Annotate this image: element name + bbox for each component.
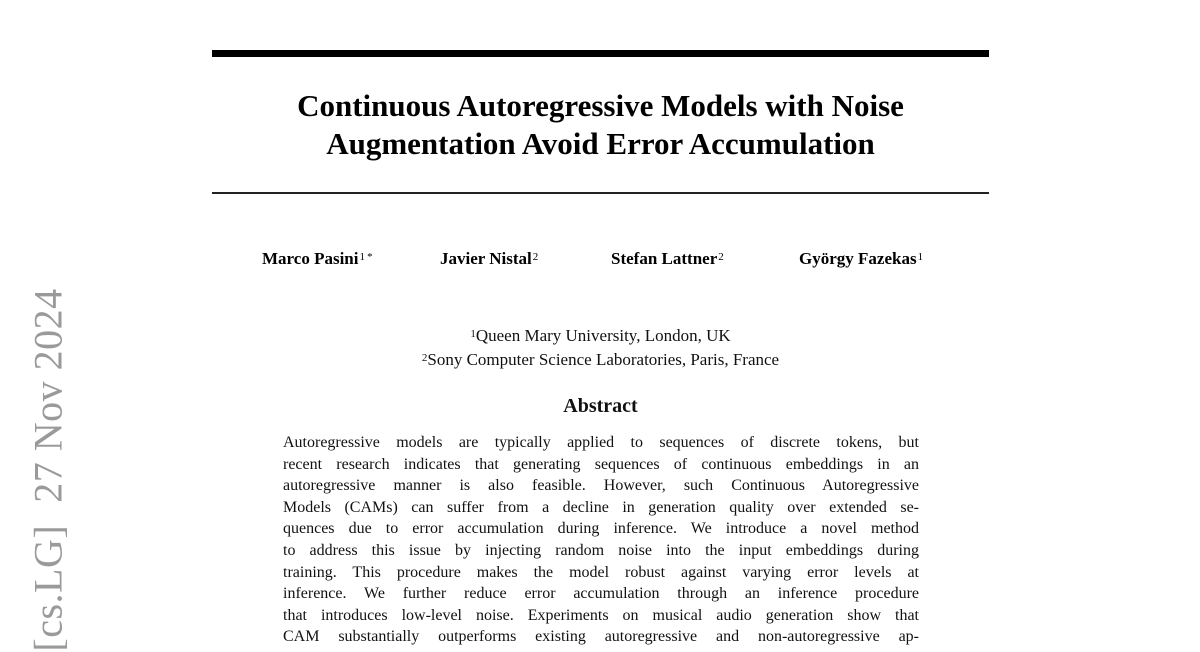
abstract-line: training. This procedure makes the model robust against varying error levels at bbox=[283, 563, 919, 581]
author bbox=[611, 247, 724, 271]
title-bottom-rule bbox=[212, 192, 989, 194]
author bbox=[440, 247, 538, 271]
author-list bbox=[212, 247, 989, 271]
abstract-line: recent research indicates that generating sequences of continuous embeddings in an bbox=[283, 455, 919, 473]
title-line: Augmentation Avoid Error Accumulation bbox=[326, 126, 875, 161]
arxiv-date: 27 Nov 2024 bbox=[25, 288, 71, 503]
arxiv-category: [cs.LG] bbox=[25, 524, 71, 652]
paper-title bbox=[212, 87, 989, 163]
author-name: György Fazekas bbox=[799, 249, 917, 268]
abstract-body bbox=[283, 432, 919, 648]
abstract-line: CAM substantially outperforms existing autoregressive and non-autoregressive ap- bbox=[283, 628, 919, 646]
abstract-line: to address this issue by injecting random noise into the input embeddings during bbox=[283, 541, 919, 559]
author-name: Marco Pasini bbox=[262, 249, 359, 268]
affiliation-list bbox=[212, 324, 989, 372]
abstract-line: quences due to error accumulation during inference. We introduce a novel method bbox=[283, 520, 919, 538]
abstract-line: autoregressive manner is also feasible. However, such Continuous Autoregressive bbox=[283, 477, 919, 495]
author-affiliation-mark: 1 * bbox=[359, 251, 373, 263]
arxiv-identifier-stamp bbox=[25, 288, 72, 651]
affiliation bbox=[212, 324, 989, 348]
author-name: Javier Nistal bbox=[440, 249, 532, 268]
affiliation-mark: 1 bbox=[470, 328, 476, 340]
affiliation-mark: 2 bbox=[421, 352, 428, 364]
paper-page bbox=[212, 0, 989, 648]
author-affiliation-mark: 2 bbox=[718, 251, 724, 263]
abstract-line: inference. We further reduce error accumulation through an inference procedure bbox=[283, 585, 919, 603]
abstract-line: Models (CAMs) can suffer from a decline in generation quality over extended se- bbox=[283, 498, 919, 516]
abstract-line: that introduces low-level noise. Experiments on musical audio generation show that bbox=[283, 606, 919, 624]
author-name: Stefan Lattner bbox=[611, 249, 718, 268]
top-rule bbox=[212, 50, 989, 57]
author bbox=[262, 247, 373, 271]
author-affiliation-mark: 2 bbox=[532, 251, 539, 263]
affiliation bbox=[212, 348, 989, 372]
author-affiliation-mark: 1 bbox=[917, 251, 924, 263]
title-line: Continuous Autoregressive Models with Noise bbox=[297, 88, 904, 123]
affiliation-text: Sony Computer Science Laboratories, Paris, France bbox=[427, 350, 780, 369]
author bbox=[799, 247, 923, 271]
abstract-heading: Abstract bbox=[563, 395, 638, 417]
abstract-line: Autoregressive models are typically applied to sequences of discrete tokens, but bbox=[283, 434, 919, 451]
affiliation-text: Queen Mary University, London, UK bbox=[475, 326, 731, 345]
